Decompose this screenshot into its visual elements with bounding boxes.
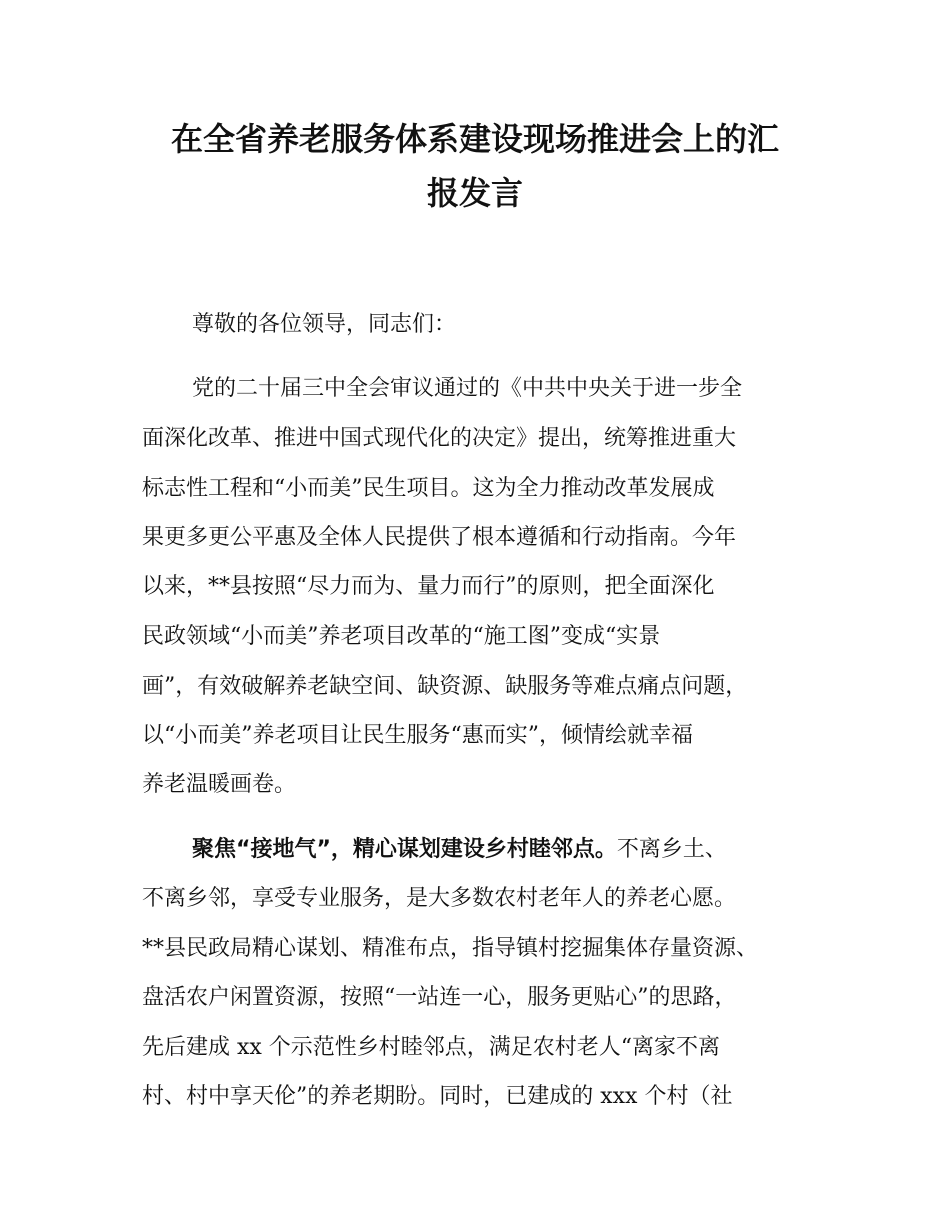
document-title (120, 112, 830, 220)
paragraph-2-line-3: **县民政局精心谋划、精准布点，指导镇村挖掘集体存量资源、 (142, 936, 759, 961)
paragraph-1-line-6: 民政领域“小而美”养老项目改革的“施工图”变成“实景 (142, 624, 661, 649)
title-line-2: 报发言 (426, 174, 523, 212)
paragraph-2-first-line-rest: 不离乡土、 (616, 837, 727, 862)
paragraph-1-line-2: 面深化改革、推进中国式现代化的决定》提出，统筹推进重大 (142, 426, 737, 451)
paragraph-2-line-6: 村、村中享天伦”的养老期盼。同时，已建成的 xxx 个村（社 (142, 1084, 733, 1109)
paragraph-1-line-7: 画”，有效破解养老缺空间、缺资源、缺服务等难点痛点问题， (142, 674, 748, 699)
paragraph-2-line-1 (192, 835, 727, 865)
salutation: 尊敬的各位领导，同志们： (192, 312, 457, 337)
paragraph-1-line-9: 养老温暖画卷。 (142, 772, 297, 797)
paragraph-1-line-5: 以来，**县按照“尽力而为、量力而行”的原则，把全面深化 (142, 574, 715, 599)
paragraph-1-line-3: 标志性工程和“小而美”民生项目。这为全力推动改革发展成 (142, 476, 715, 501)
paragraph-2-line-4: 盘活农户闲置资源，按照“一站连一心，服务更贴心”的思路， (142, 985, 737, 1010)
paragraph-2-line-2: 不离乡邻，享受专业服务，是大多数农村老年人的养老心愿。 (142, 886, 737, 911)
paragraph-1-line-8: 以“小而美”养老项目让民生服务“惠而实”，倾情绘就幸福 (142, 723, 693, 748)
title-line-1: 在全省养老服务体系建设现场推进会上的汇 (170, 120, 779, 158)
paragraph-1-line-1: 党的二十届三中全会审议通过的《中共中央关于进一步全 (192, 376, 743, 401)
paragraph-1-line-4: 果更多更公平惠及全体人民提供了根本遵循和行动指南。今年 (142, 525, 737, 550)
paragraph-2-line-5: 先后建成 xx 个示范性乡村睦邻点，满足农村老人“离家不离 (142, 1035, 721, 1060)
paragraph-2-heading: 聚焦“接地气”，精心谋划建设乡村睦邻点。 (192, 837, 617, 862)
